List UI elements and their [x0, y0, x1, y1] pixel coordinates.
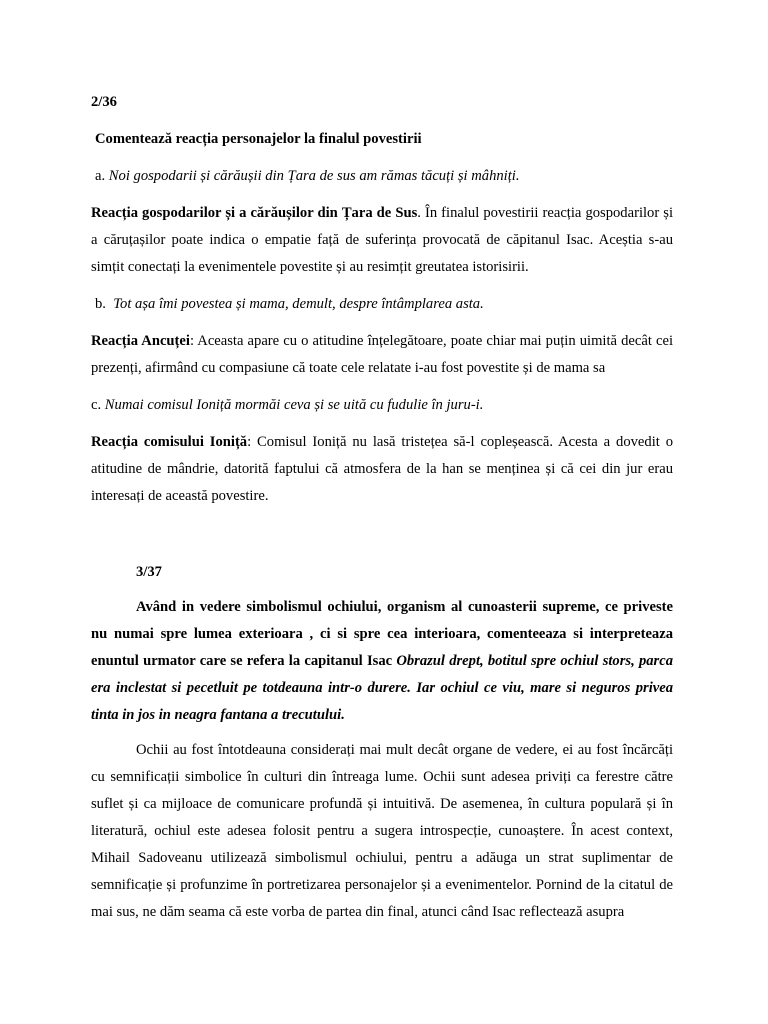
item-a-answer [91, 200, 673, 281]
prompt-text: Având in vedere simbolismul ochiului, organism al cunoasterii supreme, ce priveste nu numai spre lumea exterioara , ci si spre cea interioara, comenteeaza si interpreteaza enuntul urmator care se refera la capitanul Isac [91, 599, 673, 669]
item-a-quote-line [95, 166, 520, 186]
item-c-quote-line [91, 395, 483, 415]
item-a-text: . În finalul povestirii reacția gospodarilor și a căruțașilor poate indica o empatie față de suferința provocată de căpitanul Isac. Aceștia s-au simțit conectați la evenimentele povestite și au resimțit greutatea istorisirii. [91, 205, 673, 275]
answer-body [91, 737, 673, 926]
answer-text: Ochii au fost întotdeauna considerați mai mult decât organe de vedere, ei au fost încărcăți cu semnificații simbolice în culturi din întreaga lume. Ochii sunt adesea priviți ca ferestre către suflet și ca mijloace de comunicare profundă și intuitivă. De asemenea, în cultura populară și în literatură, ochiul este adesea folosit pentru a sugera introspecție, cunoaștere. În acest context, Mihail Sadoveanu utilizează simbolismul ochiului, pentru a adăuga un strat suplimentar de semnificație și profunzime în portretizarea personajelor și a evenimentelor. Pornind de la citatul de mai sus, ne dăm seama că este vorba de partea din final, atunci când Isac reflectează asupra [91, 742, 673, 920]
item-c-text: : Comisul Ioniță nu lasă tristețea să-l copleșească. Acesta a dovedit o atitudine de mândrie, datorită faptului că atmosfera de la han se menținea și că cei din jur erau interesați de această povestire. [91, 434, 673, 504]
item-c-label: Reacția comisului Ioniță [91, 434, 248, 450]
section-number: 2/36 [91, 94, 117, 110]
item-b-label: Reacția Ancuței [91, 333, 190, 349]
section-number-2: 3/37 [136, 564, 162, 580]
item-b-answer [91, 328, 673, 382]
item-b-marker: b. [95, 296, 106, 312]
item-c-answer [91, 429, 673, 510]
item-b-text: : Aceasta apare cu o atitudine înțelegătoare, poate chiar mai puțin uimită decât cei prezenți, afirmând cu compasiune că toate cele relatate i-au fost povestite și de mama sa [91, 333, 673, 376]
prompt-quote: Obrazul drept, botitul spre ochiul stors, parca era inclestat si pecetluit pe totdeauna intr-o durere. Iar ochiul ce viu, mare si neguros privea tinta in jos in neagra fantana a trecutului. [91, 653, 673, 723]
item-a-quote: Noi gospodarii și cărăușii din Țara de sus am rămas tăcuți și mâhniți. [108, 168, 520, 184]
item-c-marker: c. [91, 397, 102, 413]
item-b-quote: Tot așa îmi povestea și mama, demult, despre întâmplarea asta. [113, 296, 484, 312]
item-a-label: Reacția gospodarilor și a cărăușilor din Țara de Sus [91, 205, 418, 221]
item-a-marker: a. [95, 168, 106, 184]
section-heading: Comentează reacția personajelor la finalul povestirii [95, 131, 422, 147]
item-c-quote: Numai comisul Ioniță mormăi ceva și se uită cu fudulie în juru-i. [104, 397, 484, 413]
item-b-quote-line [95, 294, 484, 314]
question-prompt [91, 594, 673, 729]
